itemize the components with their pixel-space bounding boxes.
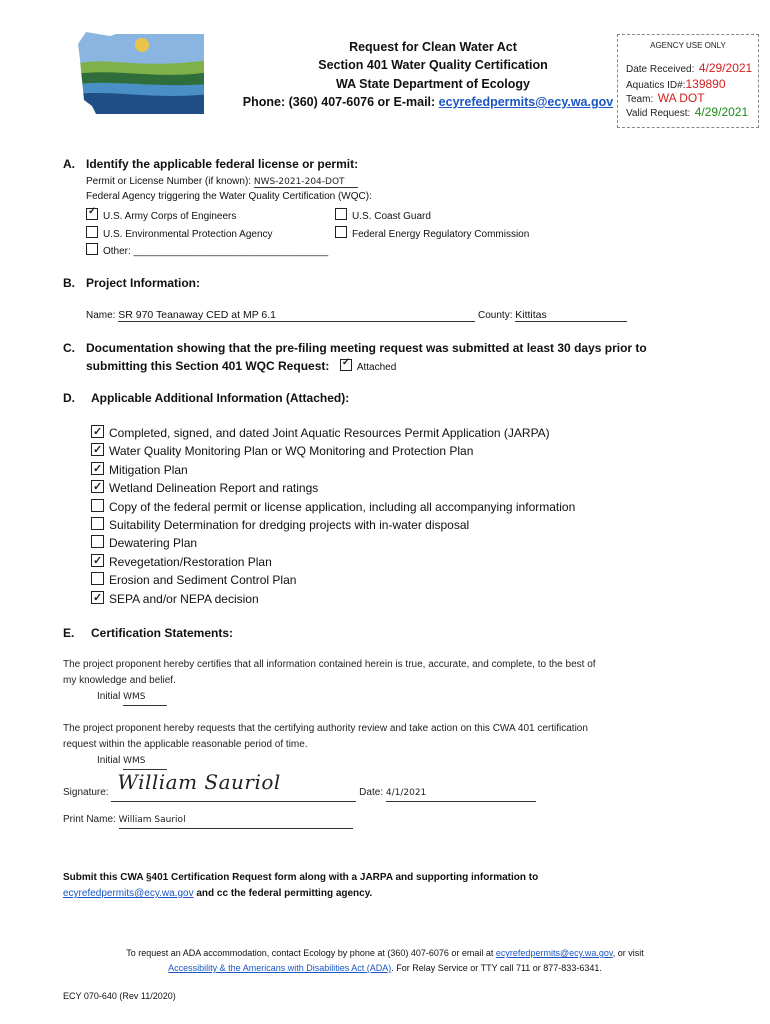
initial-2-row xyxy=(97,753,167,770)
form-title-line3: WA State Department of Ecology xyxy=(335,77,530,91)
section-e-letter: E. xyxy=(63,626,75,640)
form-title-line2: Section 401 Water Quality Certification xyxy=(318,58,548,72)
county-field[interactable] xyxy=(515,309,627,322)
county-value: Kittitas xyxy=(515,309,547,321)
wetland-checkbox[interactable] xyxy=(91,480,104,493)
federal-agency-label: Federal Agency triggering the Water Quality Certification (WQC): xyxy=(86,191,372,202)
project-name-value: SR 970 Teanaway CED at MP 6.1 xyxy=(118,309,277,321)
attachment-item-jarpa[interactable] xyxy=(91,424,575,442)
initial-2-value: WMS xyxy=(123,756,146,766)
suitability-checkbox[interactable] xyxy=(91,517,104,530)
permit-number-row xyxy=(86,176,358,188)
county-label: County: xyxy=(478,310,513,321)
army-corps-checkbox[interactable] xyxy=(86,208,98,220)
section-e-title: Certification Statements: xyxy=(91,626,234,640)
signature-label: Signature: xyxy=(63,787,109,798)
statement-1-line2: my knowledge and belief. xyxy=(63,675,176,686)
valid-request-label: Valid Request: xyxy=(626,108,691,119)
dewatering-checkbox[interactable] xyxy=(91,535,104,548)
valid-request-value: 4/29/2021 xyxy=(694,105,749,119)
mitigation-label: Mitigation Plan xyxy=(109,462,188,477)
section-c-line2 xyxy=(86,357,396,375)
header-email-link[interactable]: ecyrefedpermits@ecy.wa.gov xyxy=(438,95,614,109)
submit-line2-suffix: and cc the federal permitting agency. xyxy=(193,888,373,899)
print-name-row xyxy=(63,812,353,829)
revegetation-checkbox[interactable] xyxy=(91,554,104,567)
attachment-item-permit-copy[interactable] xyxy=(91,498,575,516)
submit-line2 xyxy=(63,888,372,899)
statement-1-line1: The project proponent hereby certifies that all information contained herein is true, accurate, and complete, to the best of xyxy=(63,659,596,670)
attachments-list xyxy=(91,424,575,608)
phone-text: Phone: (360) 407-6076 or E-mail: xyxy=(242,95,439,109)
team-label: Team: xyxy=(626,94,654,105)
jarpa-checkbox[interactable] xyxy=(91,425,104,438)
submit-email-link[interactable]: ecyrefedpermits@ecy.wa.gov xyxy=(63,888,194,899)
initial-2-label: Initial xyxy=(97,755,121,766)
wq-plan-label: Water Quality Monitoring Plan or WQ Monitoring and Protection Plan xyxy=(109,444,474,459)
attachment-item-suitability[interactable] xyxy=(91,516,575,534)
initial-2-field[interactable] xyxy=(123,753,167,770)
attachment-item-revegetation[interactable] xyxy=(91,553,575,571)
team-value: WA DOT xyxy=(657,91,705,105)
permit-copy-checkbox[interactable] xyxy=(91,499,104,512)
ferc-label: Federal Energy Regulatory Commission xyxy=(352,229,530,240)
ada-email-link[interactable]: ecyrefedpermits@ecy.wa.gov xyxy=(495,948,613,958)
erosion-label: Erosion and Sediment Control Plan xyxy=(109,573,297,588)
ada-mid: , or visit xyxy=(612,948,644,958)
initial-1-field[interactable] xyxy=(123,689,167,706)
attachment-item-mitigation[interactable] xyxy=(91,461,575,479)
ada-line2 xyxy=(0,963,770,973)
project-name-field[interactable] xyxy=(118,309,475,322)
print-name-field[interactable] xyxy=(119,812,353,829)
section-d-letter: D. xyxy=(63,391,75,405)
other-label: Other: ___________________________________ xyxy=(103,246,329,257)
option-army-corps[interactable] xyxy=(86,208,236,222)
statement-2-line2: request within the applicable reasonable period of time. xyxy=(63,739,308,750)
other-checkbox[interactable] xyxy=(86,243,98,255)
ada-suffix: . For Relay Service or TTY call 711 or 877-833-6341. xyxy=(391,963,602,973)
ferc-checkbox[interactable] xyxy=(335,226,347,238)
print-name-value: William Sauriol xyxy=(118,815,186,825)
dewatering-label: Dewatering Plan xyxy=(109,536,198,551)
ecology-logo xyxy=(76,30,210,116)
form-id: ECY 070-640 (Rev 11/2020) xyxy=(63,991,176,1001)
print-name-label: Print Name: xyxy=(63,814,116,825)
attachment-item-sepa[interactable] xyxy=(91,590,575,608)
signature-value: William Sauriol xyxy=(117,770,281,794)
date-received-label: Date Received: xyxy=(626,64,695,75)
attached-checkbox[interactable] xyxy=(340,359,352,371)
project-name-label: Name: xyxy=(86,310,116,321)
section-b-title: Project Information: xyxy=(86,276,201,290)
option-coast-guard[interactable] xyxy=(335,208,431,222)
ada-accessibility-link[interactable]: Accessibility & the Americans with Disabilities Act (ADA) xyxy=(168,963,392,973)
initial-1-value: WMS xyxy=(123,692,146,702)
section-c-title-line2: submitting this Section 401 WQC Request: xyxy=(86,359,330,373)
revegetation-label: Revegetation/Restoration Plan xyxy=(109,554,272,569)
ada-line1 xyxy=(0,948,770,958)
erosion-checkbox[interactable] xyxy=(91,572,104,585)
permit-number-label: Permit or License Number (if known): xyxy=(86,176,252,187)
agency-use-box xyxy=(617,34,759,128)
permit-copy-label: Copy of the federal permit or license application, including all accompanying information xyxy=(109,499,576,514)
epa-label: U.S. Environmental Protection Agency xyxy=(103,229,273,240)
section-b-letter: B. xyxy=(63,276,75,290)
sepa-checkbox[interactable] xyxy=(91,591,104,604)
permit-number-field[interactable] xyxy=(254,176,358,188)
statement-2-line1: The project proponent hereby requests that the certifying authority review and take action on this CWA 401 certification xyxy=(63,723,588,734)
wetland-label: Wetland Delineation Report and ratings xyxy=(109,481,319,496)
section-a-title: Identify the applicable federal license or permit: xyxy=(86,157,359,171)
jarpa-label: Completed, signed, and dated Joint Aquatic Resources Permit Application (JARPA) xyxy=(109,426,550,440)
form-title-line1: Request for Clean Water Act xyxy=(349,40,517,54)
army-corps-label: U.S. Army Corps of Engineers xyxy=(103,211,237,222)
valid-request-row xyxy=(626,103,748,121)
submit-line1: Submit this CWA §401 Certification Request form along with a JARPA and supporting information to xyxy=(63,872,539,883)
permit-number-value: NWS-2021-204-DOT xyxy=(253,177,345,187)
attachment-item-wq-plan[interactable] xyxy=(91,442,575,460)
date-received-value: 4/29/2021 xyxy=(698,61,753,75)
ada-prefix: To request an ADA accommodation, contact Ecology by phone at (360) 407-6076 or email at xyxy=(126,948,496,958)
aquatics-value: 139890 xyxy=(685,77,726,91)
contact-line xyxy=(228,95,628,109)
initial-1-label: Initial xyxy=(97,691,121,702)
section-c-letter: C. xyxy=(63,341,75,355)
mitigation-checkbox[interactable] xyxy=(91,462,104,475)
signature-field[interactable] xyxy=(111,770,356,802)
suitability-label: Suitability Determination for dredging projects with in-water disposal xyxy=(109,517,470,532)
attachment-item-dewatering[interactable] xyxy=(91,534,575,552)
section-c-title-line1: Documentation showing that the pre-filing meeting request was submitted at least 30 days prior to xyxy=(86,341,647,355)
sepa-label: SEPA and/or NEPA decision xyxy=(109,591,259,606)
date-field[interactable] xyxy=(386,785,536,802)
aquatics-label: Aquatics ID#: xyxy=(626,80,686,91)
signature-row xyxy=(63,770,536,802)
initial-1-row xyxy=(97,689,167,706)
attachment-item-erosion[interactable] xyxy=(91,571,575,589)
wq-plan-checkbox[interactable] xyxy=(91,443,104,456)
option-ferc[interactable] xyxy=(335,226,529,240)
date-value: 4/1/2021 xyxy=(385,788,427,798)
coast-guard-label: U.S. Coast Guard xyxy=(352,211,431,222)
date-label: Date: xyxy=(359,787,384,798)
agency-use-title: AGENCY USE ONLY xyxy=(650,41,726,50)
attached-label: Attached xyxy=(356,362,397,373)
section-a-letter: A. xyxy=(63,157,75,171)
coast-guard-checkbox[interactable] xyxy=(335,208,347,220)
section-d-title: Applicable Additional Information (Attached): xyxy=(91,391,350,405)
attachment-item-wetland[interactable] xyxy=(91,479,575,497)
option-other[interactable] xyxy=(86,243,328,257)
epa-checkbox[interactable] xyxy=(86,226,98,238)
option-epa[interactable] xyxy=(86,226,273,240)
project-info-row xyxy=(86,309,627,322)
